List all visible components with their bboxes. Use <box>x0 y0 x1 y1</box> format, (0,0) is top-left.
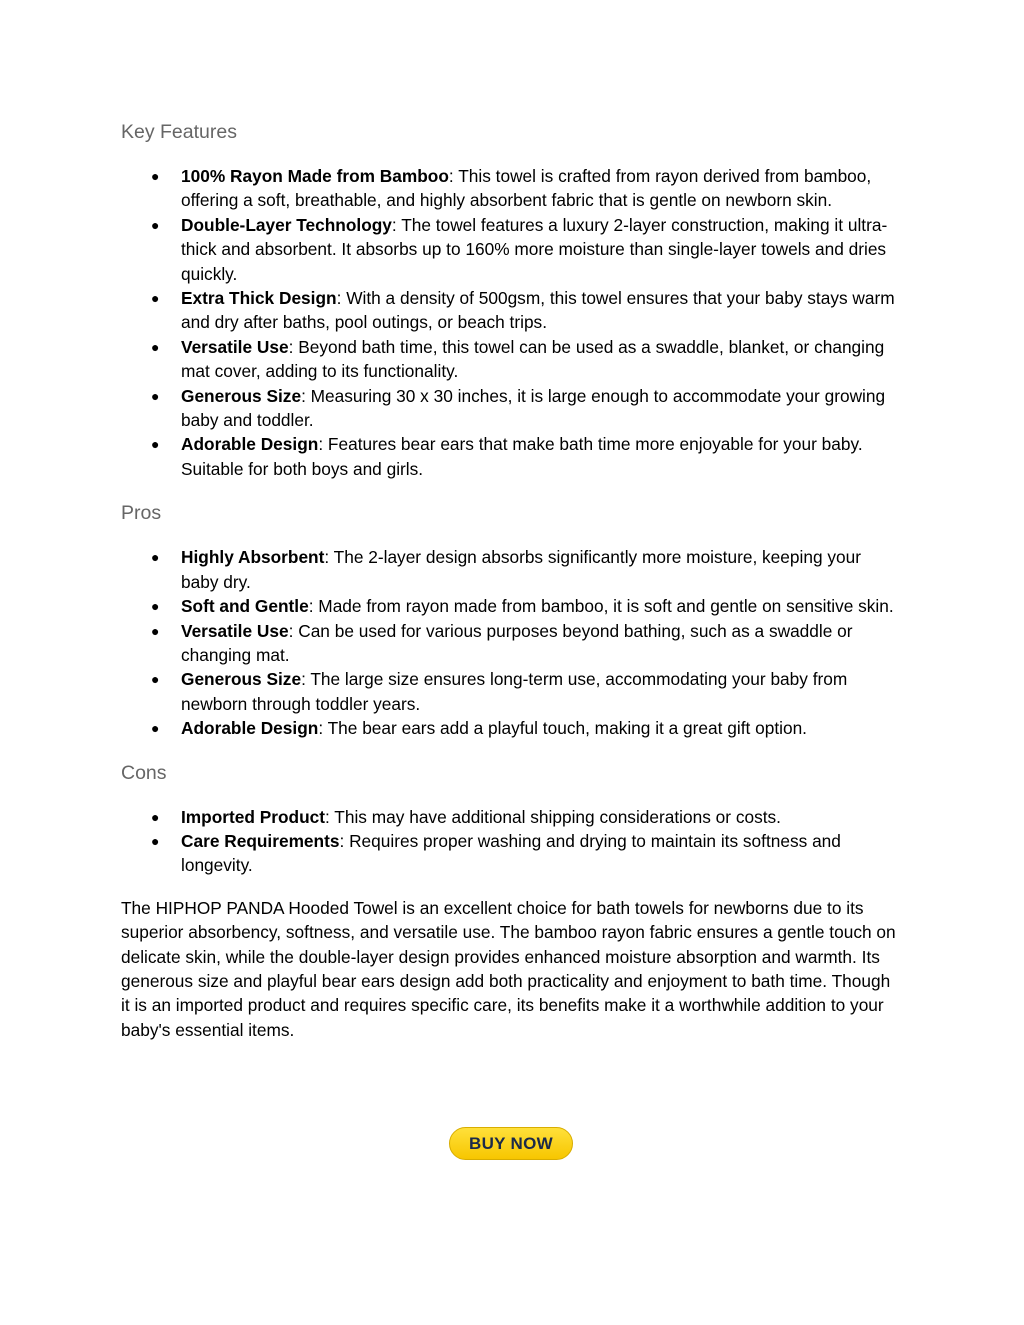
item-title: Generous Size <box>181 385 302 406</box>
item-text: : Can be used for various purposes beyond bathing, such as a swaddle or changing mat. <box>181 620 853 665</box>
list-item <box>121 286 903 335</box>
list-item <box>121 213 903 286</box>
item-title: Versatile Use <box>181 620 289 641</box>
document-body <box>121 118 903 1042</box>
bullet-icon: ● <box>151 720 160 737</box>
bullet-icon: ● <box>151 436 160 453</box>
bullet-icon: ● <box>151 549 160 566</box>
list-item <box>121 594 903 618</box>
item-text: : The bear ears add a playful touch, making it a great gift option. <box>318 718 807 739</box>
item-title: Soft and Gentle <box>181 596 309 617</box>
list-item <box>121 335 903 384</box>
pros-list <box>121 545 903 740</box>
list-item <box>121 805 903 829</box>
bullet-icon: ● <box>151 598 160 615</box>
summary-paragraph: The HIPHOP PANDA Hooded Towel is an excellent choice for bath towels for newborns due to its superior absorbency, softness, and versatile use. The bamboo rayon fabric ensures a gentle touch on delicate skin, while the double-layer design provides enhanced moisture absorption and warmth. Its generous size and playful bear ears design add both practicality and enjoyment to bath time. Though it is an imported product and requires specific care, its benefits make it a worthwhile addition to your baby's essential items. <box>121 897 896 1040</box>
item-text: : Features bear ears that make bath time more enjoyable for your baby. Suitable for both boys and girls. <box>181 434 863 479</box>
list-item <box>121 829 903 878</box>
key-features-heading: Key Features <box>121 121 237 143</box>
bullet-icon: ● <box>151 671 160 688</box>
item-text: : Beyond bath time, this towel can be used as a swaddle, blanket, or changing mat cover, adding to its functionality. <box>181 336 885 382</box>
item-text: : With a density of 500gsm, this towel ensures that your baby stays warm and dry after baths, pool outings, or beach trips. <box>181 288 895 333</box>
list-item <box>121 667 903 716</box>
item-text: : Made from rayon made from bamboo, it is soft and gentle on sensitive skin. <box>308 596 894 617</box>
cons-heading: Cons <box>121 761 167 784</box>
list-item <box>121 545 903 594</box>
item-text: : The towel features a luxury 2-layer construction, making it ultra-thick and absorbent. It absorbs up to 160% more moisture than single-layer towels and dries quickly. <box>181 214 888 284</box>
bullet-icon: ● <box>151 216 160 233</box>
list-item <box>121 432 903 481</box>
buy-now-wrapper <box>449 1127 573 1160</box>
bullet-icon: ● <box>151 338 160 355</box>
item-title: Double-Layer Technology <box>181 214 392 235</box>
item-title: Versatile Use <box>181 336 289 357</box>
item-text: : Requires proper washing and drying to maintain its softness and longevity. <box>181 830 841 876</box>
bullet-icon: ● <box>151 832 160 849</box>
item-text: : This towel is crafted from rayon derived from bamboo, offering a soft, breathable, and highly absorbent fabric that is gentle on newborn skin. <box>181 166 872 211</box>
bullet-icon: ● <box>151 387 160 404</box>
item-title: Highly Absorbent <box>181 547 325 568</box>
item-title: Adorable Design <box>181 434 319 455</box>
item-title: Adorable Design <box>181 718 319 739</box>
buy-now-button[interactable]: BUY NOW <box>449 1127 573 1160</box>
item-text: : This may have additional shipping considerations or costs. <box>325 806 781 827</box>
item-title: Care Requirements <box>181 830 340 851</box>
bullet-icon: ● <box>151 168 160 184</box>
pros-heading: Pros <box>121 502 162 525</box>
bullet-icon: ● <box>151 808 160 825</box>
list-item <box>121 384 903 433</box>
list-item <box>121 716 903 740</box>
item-text: : Measuring 30 x 30 inches, it is large enough to accommodate your growing baby and toddler. <box>181 385 886 431</box>
item-title: Generous Size <box>181 669 302 690</box>
cons-list <box>121 805 903 878</box>
key-features-list <box>121 164 903 481</box>
item-title: Imported Product <box>181 806 326 827</box>
bullet-icon: ● <box>151 290 160 307</box>
item-title: 100% Rayon Made from Bamboo <box>181 166 449 186</box>
list-item <box>121 164 903 213</box>
item-text: : The 2-layer design absorbs significantly more moisture, keeping your baby dry. <box>181 547 861 592</box>
item-text: : The large size ensures long-term use, accommodating your baby from newborn through toddler years. <box>181 669 848 714</box>
bullet-icon: ● <box>151 622 160 639</box>
list-item <box>121 619 903 668</box>
item-title: Extra Thick Design <box>181 288 337 309</box>
